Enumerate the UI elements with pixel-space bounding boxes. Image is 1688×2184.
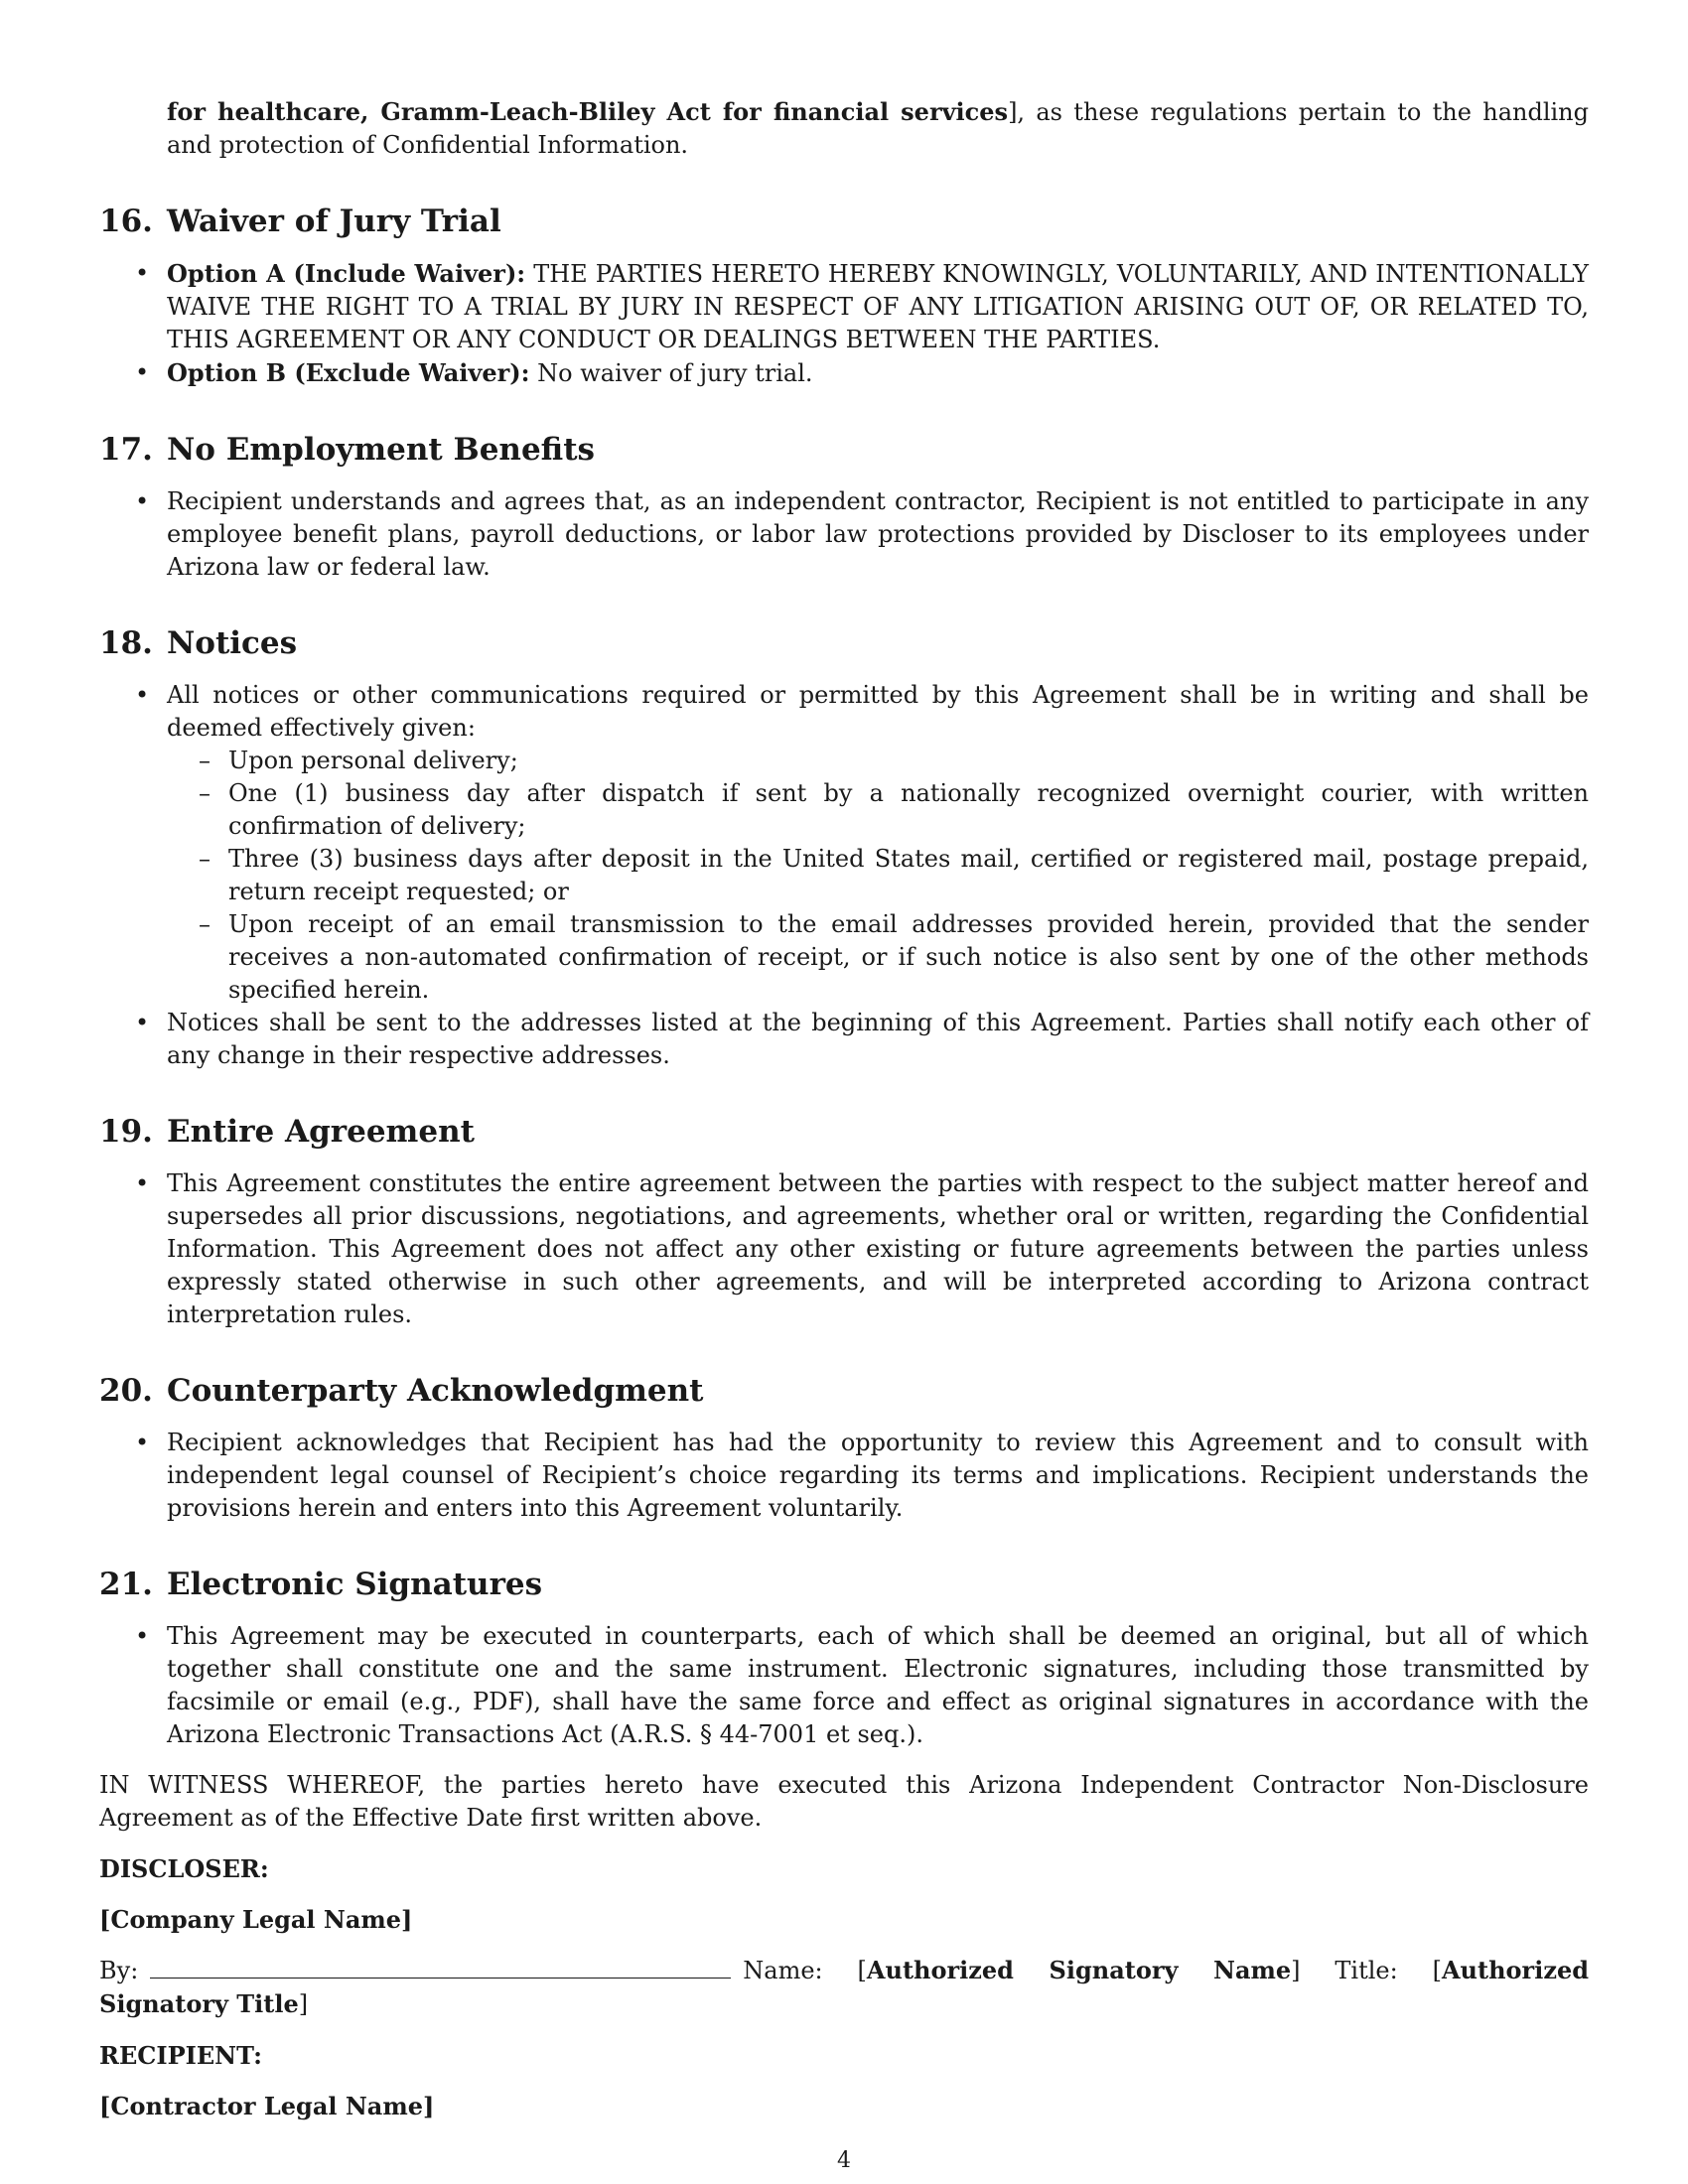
section-title: Electronic Signatures	[166, 1567, 543, 1602]
name-label: Name:	[743, 1957, 823, 1984]
page-number: 4	[837, 2148, 851, 2173]
section-16-list	[99, 257, 1589, 390]
notices-intro: All notices or other communications required or permitted by this Agreement shall be in writing and shall be deemed effectively given:	[167, 681, 1589, 742]
notices-sublist	[167, 745, 1589, 1007]
section-19-heading	[99, 1112, 1589, 1152]
signature-line: By: Name: [Authorized Signatory Name] Title: [Authorized Signatory Title]	[99, 1956, 1589, 2018]
section-number: 20.	[99, 1373, 153, 1409]
section-title: Waiver of Jury Trial	[166, 204, 501, 239]
option-a-text: THE PARTIES HERETO HEREBY KNOWINGLY, VOLUNTARILY, AND INTENTIONALLY WAIVE THE RIGHT TO A TRIAL BY JURY IN RESPECT OF ANY LITIGATION ARISING OUT OF, OR RELATED TO, THIS AGREEMENT OR ANY CONDUCT OR DEALINGS BETWEEN THE PARTIES.	[167, 260, 1589, 353]
company-name-placeholder: Company Legal Name	[110, 1905, 402, 1934]
section-number: 18.	[99, 625, 153, 661]
option-b-text: No waiver of jury trial.	[537, 359, 813, 387]
recipient-label: RECIPIENT:	[99, 2041, 262, 2070]
option-b-item	[99, 356, 1589, 390]
list-item	[99, 679, 1589, 1007]
list-item: • Recipient understands and agrees that, as an independent contractor, Recipient is not entitled to participate in any employee benefit plans, payroll deductions, or labor law protections provided by Discloser to its employees under Arizona law or federal law.	[99, 485, 1589, 584]
section-title: Counterparty Acknowledgment	[166, 1373, 704, 1409]
section-21-list	[99, 1620, 1589, 1751]
section-number: 21.	[99, 1567, 153, 1602]
signatory-name-placeholder: Authorized Signatory Name	[866, 1956, 1292, 1984]
section-17-heading	[99, 430, 1589, 470]
section-17-list	[99, 485, 1589, 584]
by-label: By:	[99, 1957, 139, 1984]
section-20-list	[99, 1427, 1589, 1525]
list-item: • Notices shall be sent to the addresses listed at the beginning of this Agreement. Parties shall notify each other of any change in their respective addresses.	[99, 1007, 1589, 1072]
section-title: No Employment Benefits	[166, 432, 595, 468]
list-item: • This Agreement constitutes the entire agreement between the parties with respect to the subject matter hereof and supersedes all prior discussions, negotiations, and agreements, whether oral or written, regarding the Confidential Information. This Agreement does not affect any other existing or future agreements between the parties unless expressly stated otherwise in such other agreements, and will be interpreted according to Arizona contract interpretation rules.	[99, 1167, 1589, 1331]
sublist-item: – Three (3) business days after deposit in the United States mail, certified or registered mail, postage prepaid, return receipt requested; or	[167, 843, 1589, 908]
section-number: 17.	[99, 432, 153, 468]
section-21-heading	[99, 1565, 1589, 1604]
sublist-item: – Upon receipt of an email transmission to the email addresses provided herein, provided that the sender receives a non-automated confirmation of receipt, or if such notice is also sent by one of the other methods specified herein.	[167, 908, 1589, 1007]
section-19-list	[99, 1167, 1589, 1331]
section-title: Notices	[166, 625, 298, 661]
sublist-item: – One (1) business day after dispatch if sent by a nationally recognized overnight courier, with written confirmation of delivery;	[167, 777, 1589, 843]
intro-rest: ], as these regulations pertain to the handling and protection of Confidential Information.	[167, 98, 1589, 159]
intro-continuation	[99, 95, 1589, 162]
section-number: 19.	[99, 1114, 153, 1150]
witness-clause: IN WITNESS WHEREOF, the parties hereto have executed this Arizona Independent Contractor Non-Disclosure Agreement as of the Effective Date first written above.	[99, 1771, 1589, 1832]
intro-bold: for healthcare, Gramm-Leach-Bliley Act for financial services	[167, 97, 1009, 126]
contractor-name-line: [Contractor Legal Name]	[99, 2092, 435, 2120]
section-number: 16.	[99, 204, 153, 239]
section-20-heading	[99, 1371, 1589, 1411]
signature-blank[interactable]	[150, 1954, 731, 1979]
signatory-title-placeholder: Authorized Signatory Title	[99, 1956, 1589, 2018]
section-18-list	[99, 679, 1589, 1072]
section-title: Entire Agreement	[166, 1114, 475, 1150]
sublist-item: – Upon personal delivery;	[167, 745, 1589, 777]
document-page	[99, 95, 1589, 2122]
section-16-heading	[99, 202, 1589, 241]
list-item: • This Agreement may be executed in counterparts, each of which shall be deemed an original, but all of which together shall constitute one and the same instrument. Electronic signatures, including those transmitted by facsimile or email (e.g., PDF), shall have the same force and effect as original signatures in accordance with the Arizona Electronic Transactions Act (A.R.S. § 44-7001 et seq.).	[99, 1620, 1589, 1751]
list-item: • Recipient acknowledges that Recipient has had the opportunity to review this Agreement and to consult with independent legal counsel of Recipient’s choice regarding its terms and implications. Recipient understands the provisions herein and enters into this Agreement voluntarily.	[99, 1427, 1589, 1525]
company-name-line: [Company Legal Name]	[99, 1905, 413, 1934]
contractor-name-placeholder: Contractor Legal Name	[110, 2092, 424, 2120]
option-a-item	[99, 257, 1589, 356]
section-18-heading	[99, 623, 1589, 663]
title-label: Title:	[1335, 1957, 1398, 1984]
discloser-label: DISCLOSER:	[99, 1854, 269, 1883]
option-b-label: Option B (Exclude Waiver):	[167, 358, 530, 387]
option-a-label: Option A (Include Waiver):	[167, 259, 526, 288]
